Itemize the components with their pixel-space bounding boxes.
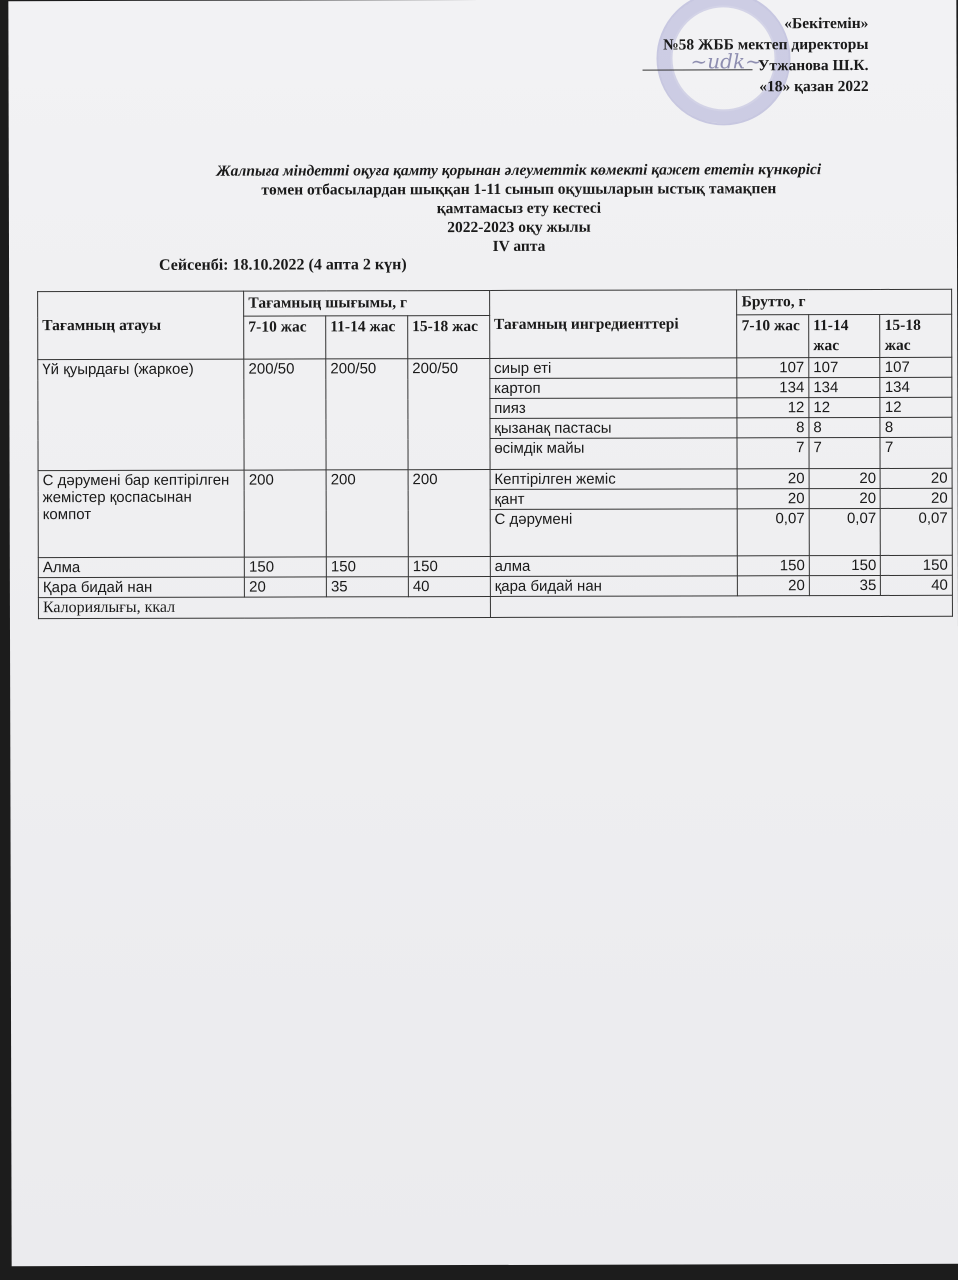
title-line-2: төмен отбасылардан шыққан 1-11 сынып оқушыларын ыстық тамақпен [261,180,777,199]
header-brutto-age-2: 11-14 жас [809,314,881,357]
brutto-value: 8 [737,418,809,438]
brutto-value: 20 [738,469,810,489]
brutto-value: 7 [737,438,809,469]
dish-yield: 200/50 [244,359,326,470]
ingredient-name: қант [490,489,738,510]
ingredient-name: С дәрумені [490,509,738,557]
brutto-value: 150 [809,555,881,575]
menu-table [37,289,953,619]
header-brutto-age-3: 15-18 жас [880,314,952,357]
dish-name: Алма [38,557,244,578]
ingredient-name: сиыр еті [490,358,738,379]
title-line-1: Жалпыға міндетті оқуға қамту қорынан әлеуметтік көмекті қажет ететін күнкөрісі [216,161,822,180]
brutto-value: 150 [738,556,810,576]
day-date-line: Сейсенбі: 18.10.2022 (4 апта 2 күн) [159,256,407,274]
table-row [38,555,952,577]
brutto-value: 20 [738,489,810,509]
table-row [38,468,952,490]
brutto-value: 150 [881,555,953,575]
brutto-value: 107 [809,357,881,377]
header-yield: Тағамның шығымы, г [244,290,490,316]
brutto-value: 40 [881,575,953,595]
approval-line-2: №58 ЖББ мектеп директоры [663,35,869,54]
calories-value [490,595,952,617]
brutto-value: 20 [738,576,810,596]
signature-line [642,69,752,70]
dish-yield: 40 [408,576,490,596]
dish-yield: 200/50 [326,359,408,470]
dish-yield: 200 [408,469,490,556]
approval-line-4: «18» қазан 2022 [759,77,869,96]
brutto-value: 12 [809,397,881,417]
brutto-value: 20 [809,468,881,488]
brutto-value: 107 [880,357,952,377]
header-dish-name: Тағамның атауы [38,291,244,360]
header-yield-age-2: 11-14 жас [326,316,408,359]
brutto-value: 7 [880,437,952,468]
brutto-value: 8 [809,417,881,437]
dish-name: С дәрумені бар кептірілген жемістер қоспасынан компот [38,470,244,558]
calories-row [38,595,952,618]
dish-yield: 200 [326,470,408,557]
title-line-5: IV апта [492,237,546,255]
brutto-value: 134 [737,378,809,398]
approval-block [642,13,869,98]
ingredient-name: Кептірілген жеміс [490,469,738,490]
brutto-value: 35 [809,575,881,595]
ingredient-name: картоп [490,378,738,399]
brutto-value: 12 [880,397,952,417]
title-line-4: 2022-2023 оқу жылы [447,218,591,237]
brutto-value: 12 [737,398,809,418]
header-brutto-age-1: 7-10 жас [737,315,809,358]
brutto-value: 0,07 [881,508,953,555]
dish-yield: 200 [244,470,326,557]
dish-yield: 150 [245,557,327,577]
approval-line-1: «Бекітемін» [784,14,869,33]
table-row [38,357,952,379]
dish-yield: 35 [326,577,408,597]
document-page [8,0,958,1266]
dish-name: Үй қуырдағы (жаркое) [38,359,245,471]
document-title [139,160,899,257]
header-ingredients: Тағамның ингредиенттері [489,290,737,359]
header-yield-age-1: 7-10 жас [244,316,326,359]
director-signature: ~иdk~ [690,49,762,74]
ingredient-name: алма [490,556,738,577]
ingredient-name: қара бидай нан [490,576,738,597]
brutto-value: 0,07 [738,509,810,556]
brutto-value: 134 [809,377,881,397]
brutto-value: 20 [881,488,953,508]
brutto-value: 7 [809,437,881,468]
dish-yield: 20 [245,577,327,597]
brutto-value: 8 [880,417,952,437]
brutto-value: 134 [880,377,952,397]
ingredient-name: қызанақ пастасы [490,418,738,439]
title-line-3: қамтамасыз ету кестесі [436,199,602,218]
ingredient-name: өсімдік майы [490,438,738,470]
brutto-value: 0,07 [809,508,881,555]
table-row [38,575,952,597]
approval-line-3: Утжанова Ш.К. [642,55,869,77]
brutto-value: 20 [809,488,881,508]
dish-yield: 150 [408,556,490,576]
header-brutto: Брутто, г [737,289,952,315]
dish-name: Қара бидай нан [38,577,244,598]
dish-yield: 150 [326,557,408,577]
brutto-value: 107 [737,358,809,378]
header-yield-age-3: 15-18 жас [408,315,490,358]
ingredient-name: пияз [490,398,738,419]
calories-label: Калориялығы, ккал [38,596,490,618]
brutto-value: 20 [881,468,953,488]
dish-yield: 200/50 [408,358,490,469]
